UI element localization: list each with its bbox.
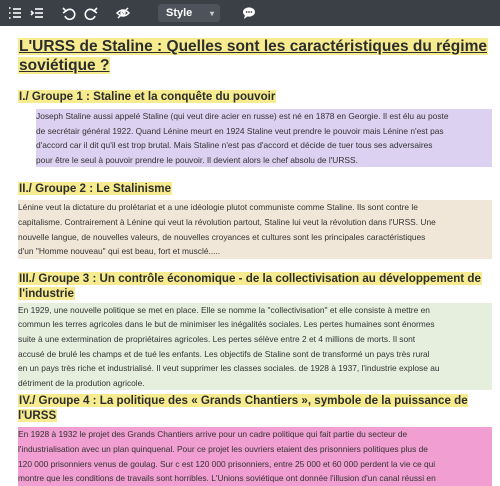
paragraph-line: en un pays très riche et industrialisé. Il veut supprimer les classes sociales. de 1928 à 1937, l'industrie explose au	[18, 361, 492, 376]
title-line-2: soviétique ?	[19, 57, 110, 74]
paragraph-line: capitalisme. Contrairement à Lénine qui veut la révolution partout, Staline lui veut la révolution dans l'URSS. Une	[18, 215, 492, 230]
paragraph-line: détriment de la prodution agricole.	[18, 376, 492, 391]
section-2-heading	[18, 181, 492, 196]
paragraph-line: accusé de brulé les champs et de tué les enfants. Les objectifs de Staline sont de transformé un pays très rural	[18, 347, 492, 362]
section-1-paragraph	[18, 109, 492, 167]
section-2-heading-text: II./ Groupe 2 : Le Stalinisme	[19, 182, 172, 196]
section-3-heading-line-2: l'industrie	[19, 286, 74, 300]
list-indent-icon[interactable]	[28, 4, 46, 22]
style-dropdown-label: Style	[166, 7, 193, 19]
paragraph-line: montre que les conditions de travails sont horribles. L'Unions soviétique ont donnée l'illusion d'un canal réussi en	[18, 471, 492, 486]
section-3-heading	[18, 271, 492, 301]
section-4-heading-text: IV./ Groupe 4 : La politique des « Grands Chantiers », symbole de la puissance de l'URSS	[18, 394, 468, 423]
section-3-paragraph	[18, 303, 492, 391]
redo-icon[interactable]	[82, 4, 100, 22]
section-4-heading	[18, 393, 492, 423]
paragraph-line: d'accord car il dit qu'il est trop brutal. Mais Staline n'est pas d'accord et décide de tuer tous ses adversaires	[36, 138, 492, 153]
section-2-paragraph	[18, 200, 492, 258]
paragraph-line: d'un "Homme nouveau" qui est beau, fort et musclé.....	[18, 244, 492, 259]
paragraph-line: 120 000 prisonniers venus de goulag. Sur c est 120 000 prisonniers, entre 25 000 et 60 000 perdent la vie ce qui	[18, 457, 492, 472]
paragraph-line: suite à une extermination de propriétaires agricoles. Les pertes sélève entre 2 et 4 millions de morts. Il sont	[18, 332, 492, 347]
editor-toolbar	[0, 0, 500, 26]
section-1-heading-text: I./ Groupe 1 : Staline et la conquête du pouvoir	[19, 90, 276, 103]
paragraph-line: En 1929, une nouvelle politique se met en place. Elle se nomme la "collectivisation" et elle consiste à mettre en	[18, 303, 492, 318]
paragraph-line: nouvelle langue, de nouvelles valeurs, de nouvelles croyances et cultures sont les principales caractéristiques	[18, 230, 492, 245]
title-line-1: L'URSS de Staline : Quelles sont les caractéristiques du régime	[19, 38, 487, 55]
comment-icon[interactable]	[240, 4, 258, 22]
paragraph-line: commun les terres agricoles dans le but de minimiser les inégalités sociales. Les pertes humaines sont énormes	[18, 317, 492, 332]
paragraph-line: Joseph Staline aussi appelé Staline (qui veut dire acier en russe) est né en 1878 en Georgie. Il est élu au poste	[36, 109, 492, 124]
document-title	[18, 37, 492, 75]
chevron-down-icon: ▾	[209, 8, 214, 18]
list-ordered-icon[interactable]	[6, 4, 24, 22]
paragraph-line: de secrétair général 1922. Quand Lénine meurt en 1924 Staline veut prendre le pouvoir mais Lénine n'est pas	[36, 124, 492, 139]
section-1-heading	[18, 89, 492, 104]
section-4-paragraph	[18, 427, 492, 485]
paragraph-line: En 1928 à 1932 le projet des Grands Chantiers arrive pour un cadre politique qui fait partie du secteur de	[18, 427, 492, 442]
undo-icon[interactable]	[60, 4, 78, 22]
paragraph-line: l'industrialisation avec un plan quinquenal. Pour ce projet les ouvriers etaient des prisonniers politiques plus de	[18, 442, 492, 457]
hide-icon[interactable]	[114, 4, 132, 22]
section-3-heading-line-1: III./ Groupe 3 : Un contrôle économique - de la collectivisation au développement de	[19, 271, 481, 285]
paragraph-line: Lénine veut la dictature du prolétariat et a une idéologie plutot communiste comme Staline. Ils sont contre le	[18, 200, 492, 215]
paragraph-line: pour être le seul à pouvoir prendre le pouvoir. Il devient alors le chef absolu de l'URSS.	[36, 153, 492, 168]
document-body[interactable]	[0, 26, 500, 484]
style-dropdown[interactable]	[158, 4, 220, 22]
